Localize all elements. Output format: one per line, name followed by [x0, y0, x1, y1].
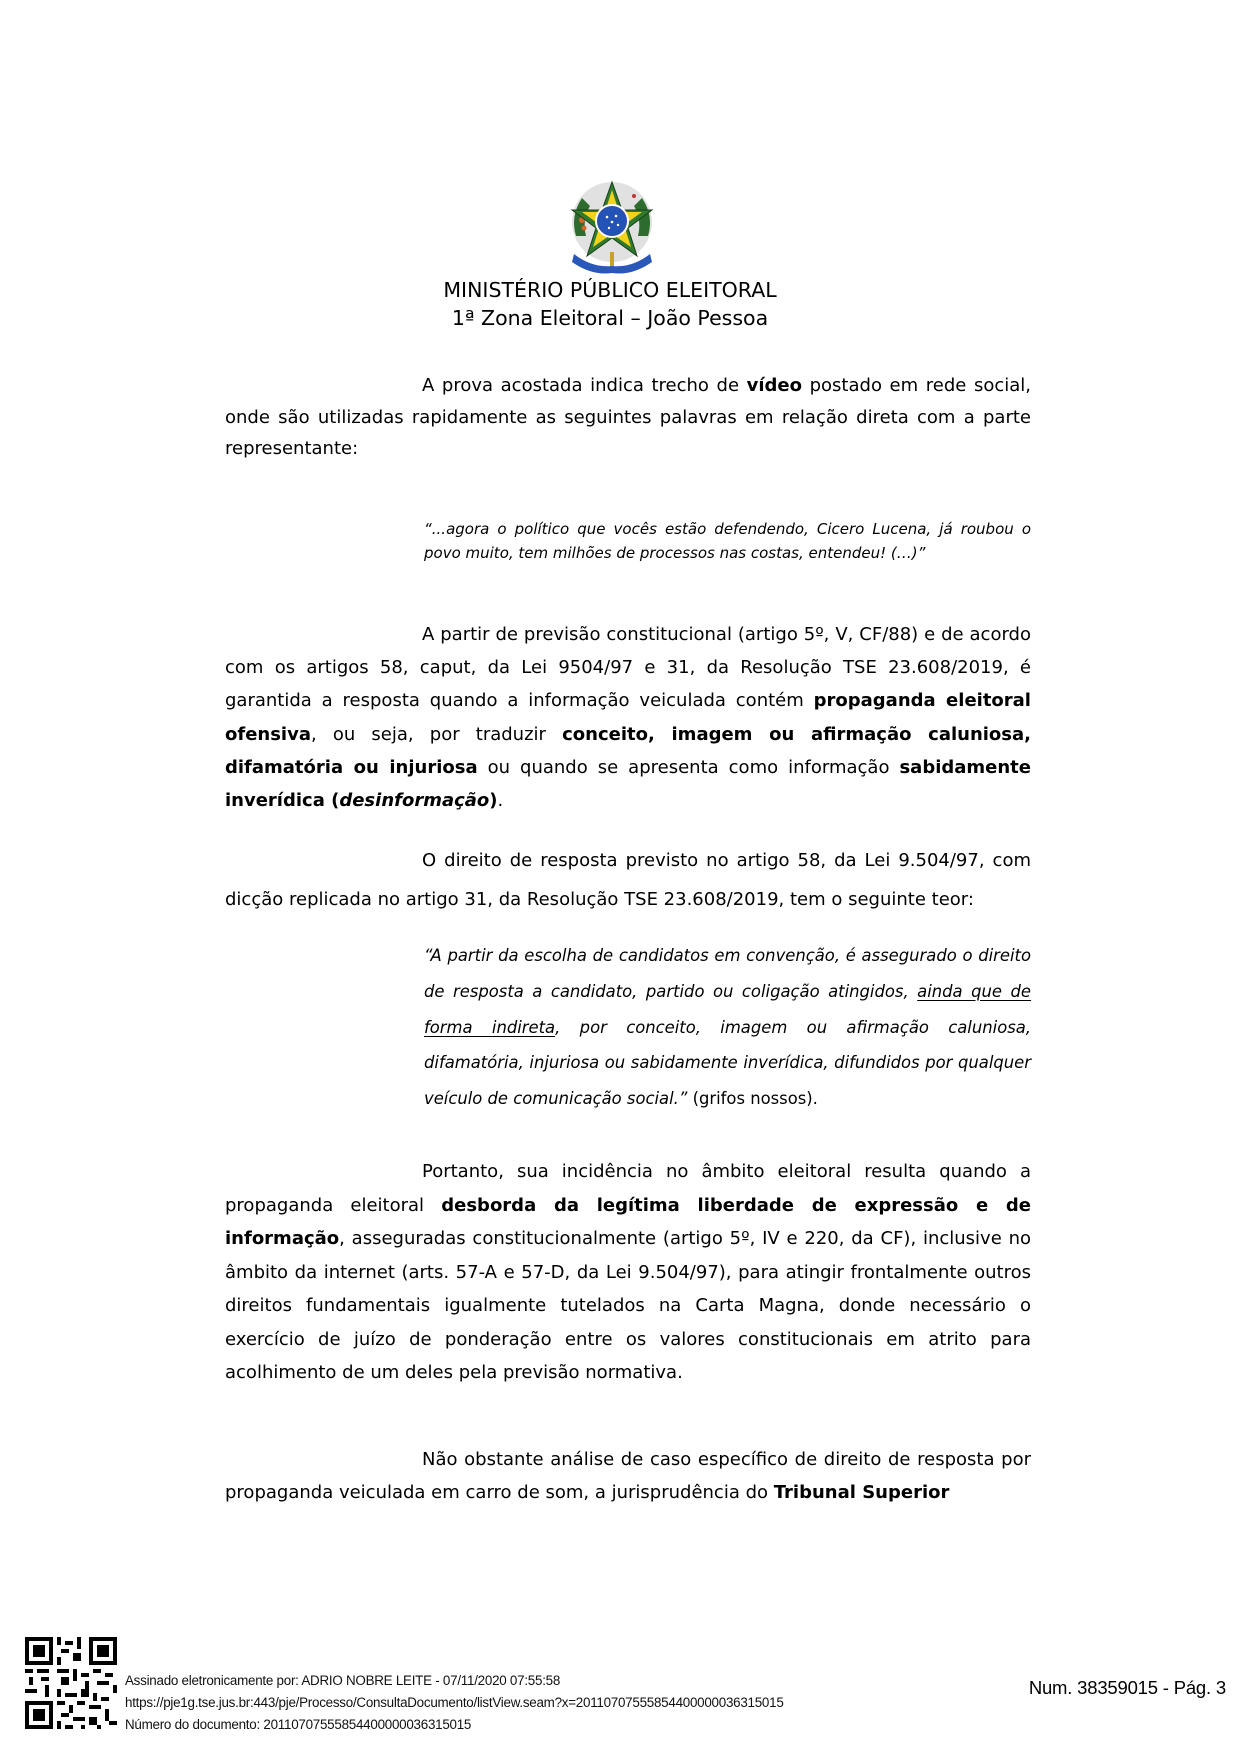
text: , asseguradas constitucionalmente (artigo 5º, IV e 220, da CF), inclusive no âmbito da internet (arts. 57-A e 57-D, da Lei 9.504/97), para atingir frontalmente outros direitos fundamentais igualmente tutelados na Carta Magna, donde necessário o exercício de juízo de ponderação entre os valores constitucionais em atrito para acolhimento de um deles pela previsão normativa.	[225, 1228, 1031, 1383]
bold-text: sabidamente inverídica (	[225, 756, 1031, 812]
bold-text: vídeo	[746, 375, 803, 396]
qr-code-graphic	[25, 1637, 117, 1729]
paragraph-constitutional	[225, 618, 1031, 817]
text: ou quando se apresenta como informação	[477, 756, 900, 778]
signed-by-text: Assinado eletronicamente por: ADRIO NOBRE LEITE - 07/11/2020 07:55:58	[125, 1673, 561, 1688]
header-title: MINISTÉRIO PÚBLICO ELEITORAL	[443, 278, 777, 302]
text: Não obstante análise de caso específico de direito de resposta por propaganda veiculada em carro de som, a jurisprudência do	[225, 1449, 1031, 1503]
text: “A partir da escolha de candidatos em convenção, é assegurado o direito de resposta a candidato, partido ou coligação atingidos,	[424, 946, 1031, 1001]
document-url-link[interactable]: https://pje1g.tse.jus.br:443/pje/Processo/ConsultaDocumento/listView.seam?x=20110707555854400000036315015	[125, 1695, 784, 1710]
bold-text: propaganda eleitoral ofensiva	[225, 690, 1031, 745]
text: , ou seja, por traduzir	[310, 723, 563, 745]
underlined-text: ainda que de forma indireta	[424, 981, 1031, 1037]
paragraph-conclusion	[225, 1155, 1031, 1390]
text: A partir de previsão constitucional (artigo 5º, V, CF/88) e de acordo com os artigos 58, caput, da Lei 9504/97 e 31, da Resolução TSE 23.608/2019, é garantida a resposta quando a informação veiculada contém	[225, 624, 1031, 712]
text: .	[497, 790, 504, 812]
qr-code-icon	[25, 1637, 117, 1729]
bold-italic-text	[339, 790, 489, 811]
text: , por conceito, imagem ou afirmação caluniosa, difamatória, injuriosa ou sabidamente inverídica, difundidos por qualquer veículo de comunicação social.”	[424, 1017, 1032, 1109]
paragraph-right-of-reply: O direito de resposta previsto no artigo 58, da Lei 9.504/97, com dicção replicada no artigo 31, da Resolução TSE 23.608/2019, tem o seguinte teor:	[225, 850, 1031, 910]
document-number-text: Número do documento: 20110707555854400000036315015	[125, 1717, 472, 1732]
text: A prova acostada indica trecho de	[422, 375, 747, 396]
text: Portanto, sua incidência no âmbito eleitoral resulta quando a propaganda eleitoral	[225, 1161, 1031, 1216]
italic-text: desinformação	[339, 790, 490, 812]
quote-video-transcript: “...agora o político que vocês estão defendendo, Cicero Lucena, já roubou o povo muito, tem milhões de processos nas costas, entendeu! (…)”	[424, 520, 1031, 562]
text: postado em rede social, onde são utilizadas rapidamente as seguintes palavras em relação direta com a parte representante:	[225, 375, 1031, 459]
paragraph-evidence	[225, 370, 1031, 465]
coat-of-arms-icon	[562, 176, 662, 278]
bold-text: conceito, imagem ou afirmação caluniosa, difamatória ou injuriosa	[225, 723, 1031, 778]
bold-text: Tribunal Superior	[773, 1482, 950, 1503]
header-subtitle: 1ª Zona Eleitoral – João Pessoa	[451, 306, 769, 330]
paragraph-jurisprudence	[225, 1443, 1031, 1509]
signature-info	[125, 1670, 784, 1736]
page-number: Num. 38359015 - Pág. 3	[1028, 1677, 1226, 1698]
coat-of-arms-emblem	[562, 176, 662, 278]
note-text: (grifos nossos).	[687, 1089, 818, 1109]
bold-text: )	[489, 790, 498, 812]
quote-law-article	[424, 938, 1031, 1117]
bold-text: desborda da legítima liberdade de expressão e de informação	[225, 1194, 1031, 1249]
